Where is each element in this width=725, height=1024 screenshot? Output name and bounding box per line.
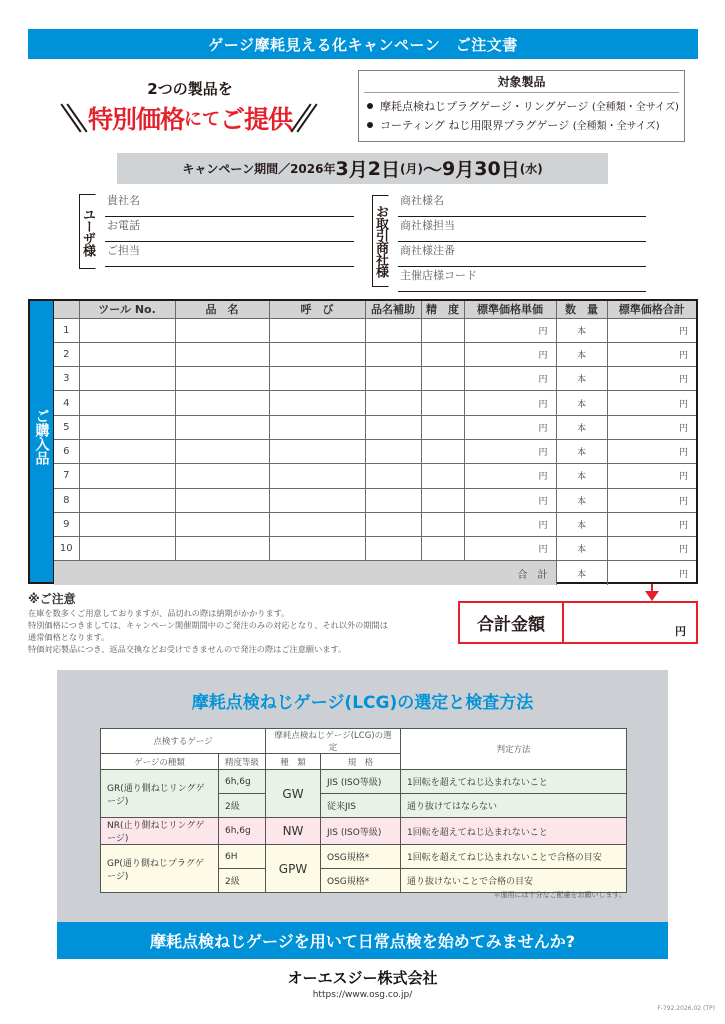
product-name-cell[interactable] [175,342,269,366]
note-line: 特価対応製品につき、返品交換などお受けできませんので発注の際はご注意願います。 [28,644,347,654]
designation-cell[interactable] [269,342,365,366]
quantity-cell[interactable]: 本 [556,512,607,536]
total-label: 合 計 [54,561,556,585]
quantity-cell[interactable]: 本 [556,464,607,488]
order-grid [54,301,696,585]
campaign-period: キャンペーン期間／2026年 3 月 2 日 (月) ～ 9 月 30 日 (水) [117,153,608,184]
table-row: 10 円 本 円 [54,537,696,561]
unit-price-cell[interactable]: 円 [464,464,556,488]
quantity-cell[interactable]: 本 [556,367,607,391]
supplement-cell[interactable] [365,342,421,366]
list-item: 摩耗点検ねじプラグゲージ・リングゲージ (全種類・全サイズ) [367,98,684,117]
total-price-cell[interactable]: 円 [607,537,696,561]
tool-no-cell[interactable] [79,464,175,488]
tool-no-cell[interactable] [79,512,175,536]
page-title: ゲージ摩耗見える化キャンペーン ご注文書 [208,35,518,54]
supplement-cell[interactable] [365,512,421,536]
arrow-head-icon [645,591,659,601]
col-designation: 呼 び [269,301,365,318]
supplement-cell[interactable] [365,537,421,561]
tool-no-cell[interactable] [79,367,175,391]
grand-total-field[interactable]: 円 [675,625,686,638]
tool-no-cell[interactable] [79,439,175,463]
designation-cell[interactable] [269,318,365,342]
user-section-label: ユーザ様 [79,194,96,269]
promo-offer: ご提供 [220,105,293,134]
accuracy-cell[interactable] [421,439,464,463]
company-logo: オーエスジー株式会社 [287,969,438,987]
lcg-type-cell: GW [266,770,321,818]
tool-no-cell[interactable] [79,488,175,512]
tool-no-cell[interactable] [79,318,175,342]
product-name-cell[interactable] [175,367,269,391]
total-price-cell[interactable]: 円 [607,318,696,342]
designation-cell[interactable] [269,512,365,536]
notes-heading: ※ご注意 [28,592,76,606]
unit-price-cell[interactable]: 円 [464,391,556,415]
target-products-heading: 対象製品 [364,71,679,93]
product-name-cell[interactable] [175,439,269,463]
unit-price-cell[interactable]: 円 [464,488,556,512]
target-products-list [359,93,684,136]
promo-block [45,80,335,140]
grand-total-label: 合計金額 [460,603,564,642]
unit-price-cell[interactable]: 円 [464,537,556,561]
quantity-cell[interactable]: 本 [556,342,607,366]
divider [79,194,80,269]
supplement-cell[interactable] [365,318,421,342]
dealer-contact-field[interactable]: 商社様担当 [398,217,646,242]
table-row: GR(通り側ねじリングゲージ) 6h,6g GW JIS (ISO等級) 1回転を超えてねじ込まれないこと [101,770,627,794]
dealer-name-field[interactable]: 商社様名 [398,192,646,217]
note-line: 特別価格につきましては、キャンペーン開催期間中のご発注のみの対応となり、それ以外の期間は [28,620,388,630]
table-row: 3 円 本 円 [54,367,696,391]
designation-cell[interactable] [269,488,365,512]
accuracy-cell[interactable] [421,318,464,342]
total-price-cell[interactable]: 円 [607,439,696,463]
quantity-cell[interactable]: 本 [556,415,607,439]
note-line: 在庫を数多くご用意しておりますが、品切れの際は納期がかかります。 [28,608,290,618]
designation-cell[interactable] [269,439,365,463]
promo-special-price: 特別価格 [87,105,184,134]
lcg-type-cell: GPW [266,845,321,893]
total-quantity-cell[interactable]: 本 [556,561,607,585]
tool-no-cell[interactable] [79,415,175,439]
tool-no-cell[interactable] [79,391,175,415]
designation-cell[interactable] [269,415,365,439]
col-tool-no: ツール No. [79,301,175,318]
col-product-name: 品 名 [175,301,269,318]
phone-field[interactable]: お電話 [105,217,354,242]
unit-price-cell[interactable]: 円 [464,342,556,366]
product-name-cell[interactable] [175,318,269,342]
quantity-cell[interactable]: 本 [556,318,607,342]
unit-price-cell[interactable]: 円 [464,415,556,439]
promo-nite: にて [184,109,220,130]
supplement-cell[interactable] [365,391,421,415]
col-unit-price: 標準価格単価 [464,301,556,318]
designation-cell[interactable] [269,537,365,561]
purchase-items-label: ご購入品 [30,301,54,582]
table-row: 9 円 本 円 [54,512,696,536]
double-slash-left-icon [66,103,88,133]
table-row: 2級 従来JIS 通り抜けてはならない [101,794,627,818]
supplement-cell[interactable] [365,415,421,439]
product-name-cell[interactable] [175,464,269,488]
designation-cell[interactable] [269,367,365,391]
total-price-cell[interactable]: 円 [607,367,696,391]
lcg-section-title: 摩耗点検ねじゲージ(LCG)の選定と検査方法 [191,693,534,713]
document-code: F-792.2026.02 (TP) [657,1005,715,1012]
grand-total-box [458,601,698,644]
company-url[interactable]: https://www.osg.co.jp/ [312,990,413,1000]
host-store-code-field[interactable]: 主催店様コード [398,267,646,292]
header-inspected-gauge: 点検するゲージ [101,729,266,754]
table-row: 6 円 本 円 [54,439,696,463]
table-row: 8 円 本 円 [54,488,696,512]
designation-cell[interactable] [269,464,365,488]
quantity-cell[interactable]: 本 [556,391,607,415]
header-lcg-selection: 摩耗点検ねじゲージ(LCG)の選定 [266,729,401,754]
gauge-type-cell: GR(通り側ねじリングゲージ) [101,770,219,818]
accuracy-cell[interactable] [421,391,464,415]
tool-no-cell[interactable] [79,537,175,561]
supplement-cell[interactable] [365,464,421,488]
product-name-cell[interactable] [175,537,269,561]
note-line: 通常価格となります。 [28,632,110,642]
product-name-cell[interactable] [175,391,269,415]
product-name-cell[interactable] [175,488,269,512]
dealer-section-label: お取引商社様 [372,195,389,287]
quantity-cell[interactable]: 本 [556,439,607,463]
tool-no-cell[interactable] [79,342,175,366]
gauge-type-cell: NR(止り側ねじリングゲージ) [101,818,219,845]
gauge-type-cell: GP(通り側ねじプラグゲージ) [101,845,219,893]
accuracy-cell[interactable] [421,464,464,488]
double-slash-right-icon [292,103,314,133]
product-name-cell[interactable] [175,415,269,439]
supplement-cell[interactable] [365,488,421,512]
unit-price-cell[interactable]: 円 [464,318,556,342]
total-price-cell[interactable]: 円 [607,488,696,512]
table-row: 1 円 本 円 [54,318,696,342]
unit-price-cell[interactable]: 円 [464,512,556,536]
dealer-order-number-field[interactable]: 商社様注番 [398,242,646,267]
table-row: 2級 OSG規格* 通り抜けないことで合格の目安 [101,869,627,893]
quantity-cell[interactable]: 本 [556,488,607,512]
unit-price-cell[interactable]: 円 [464,367,556,391]
accuracy-cell[interactable] [421,512,464,536]
unit-price-cell[interactable]: 円 [464,439,556,463]
bullet-icon [367,103,373,109]
table-row: 2 円 本 円 [54,342,696,366]
list-item: コーティング ねじ用限界プラグゲージ (全種類・全サイズ) [367,117,684,136]
table-row: NR(止り側ねじリングゲージ) 6h,6g NW JIS (ISO等級) 1回転を超えてねじ込まれないこと [101,818,627,845]
col-accuracy: 精 度 [421,301,464,318]
order-table [28,299,698,584]
header-judgement: 判定方法 [401,729,627,770]
lcg-subheader-row: ゲージの種類 精度等級 種 類 規 格 [101,754,627,770]
accuracy-cell[interactable] [421,367,464,391]
supplement-cell[interactable] [365,439,421,463]
bottom-banner: 摩耗点検ねじゲージを用いて日常点検を始めてみませんか? [57,922,668,959]
table-header-row [54,301,696,318]
total-price-cell[interactable]: 円 [607,415,696,439]
company-name-field[interactable]: 貴社名 [105,192,354,217]
accuracy-cell[interactable] [421,342,464,366]
accuracy-cell[interactable] [421,415,464,439]
total-price-cell[interactable]: 円 [607,342,696,366]
total-price-cell[interactable]: 円 [607,391,696,415]
lcg-selection-table [100,728,627,893]
table-row: 7 円 本 円 [54,464,696,488]
product-name-cell[interactable] [175,512,269,536]
designation-cell[interactable] [269,391,365,415]
quantity-cell[interactable]: 本 [556,537,607,561]
contact-person-field[interactable]: ご担当 [105,242,354,267]
accuracy-cell[interactable] [421,537,464,561]
col-product-supplement: 品名補助 [365,301,421,318]
bullet-icon [367,122,373,128]
col-total-price: 標準価格合計 [607,301,696,318]
total-price-cell[interactable]: 円 [607,464,696,488]
promo-line2 [45,100,335,136]
lcg-header-row [101,729,627,754]
notes-block [28,590,428,655]
total-amount-cell[interactable]: 円 [607,561,696,585]
col-quantity: 数 量 [556,301,607,318]
lcg-type-cell: NW [266,818,321,845]
target-products-box [358,70,685,142]
accuracy-cell[interactable] [421,488,464,512]
table-row: 5 円 本 円 [54,415,696,439]
total-price-cell[interactable]: 円 [607,512,696,536]
lcg-footnote: ＊運用には十分なご配慮をお願いします。 [493,891,626,899]
promo-line1: 2つの製品を [147,80,233,98]
total-row [54,561,696,585]
title-banner [28,29,698,59]
table-row: 4 円 本 円 [54,391,696,415]
table-row: GP(通り側ねじプラグゲージ) 6H GPW OSG規格* 1回転を超えてねじ込まれないことで合格の目安 [101,845,627,869]
supplement-cell[interactable] [365,367,421,391]
